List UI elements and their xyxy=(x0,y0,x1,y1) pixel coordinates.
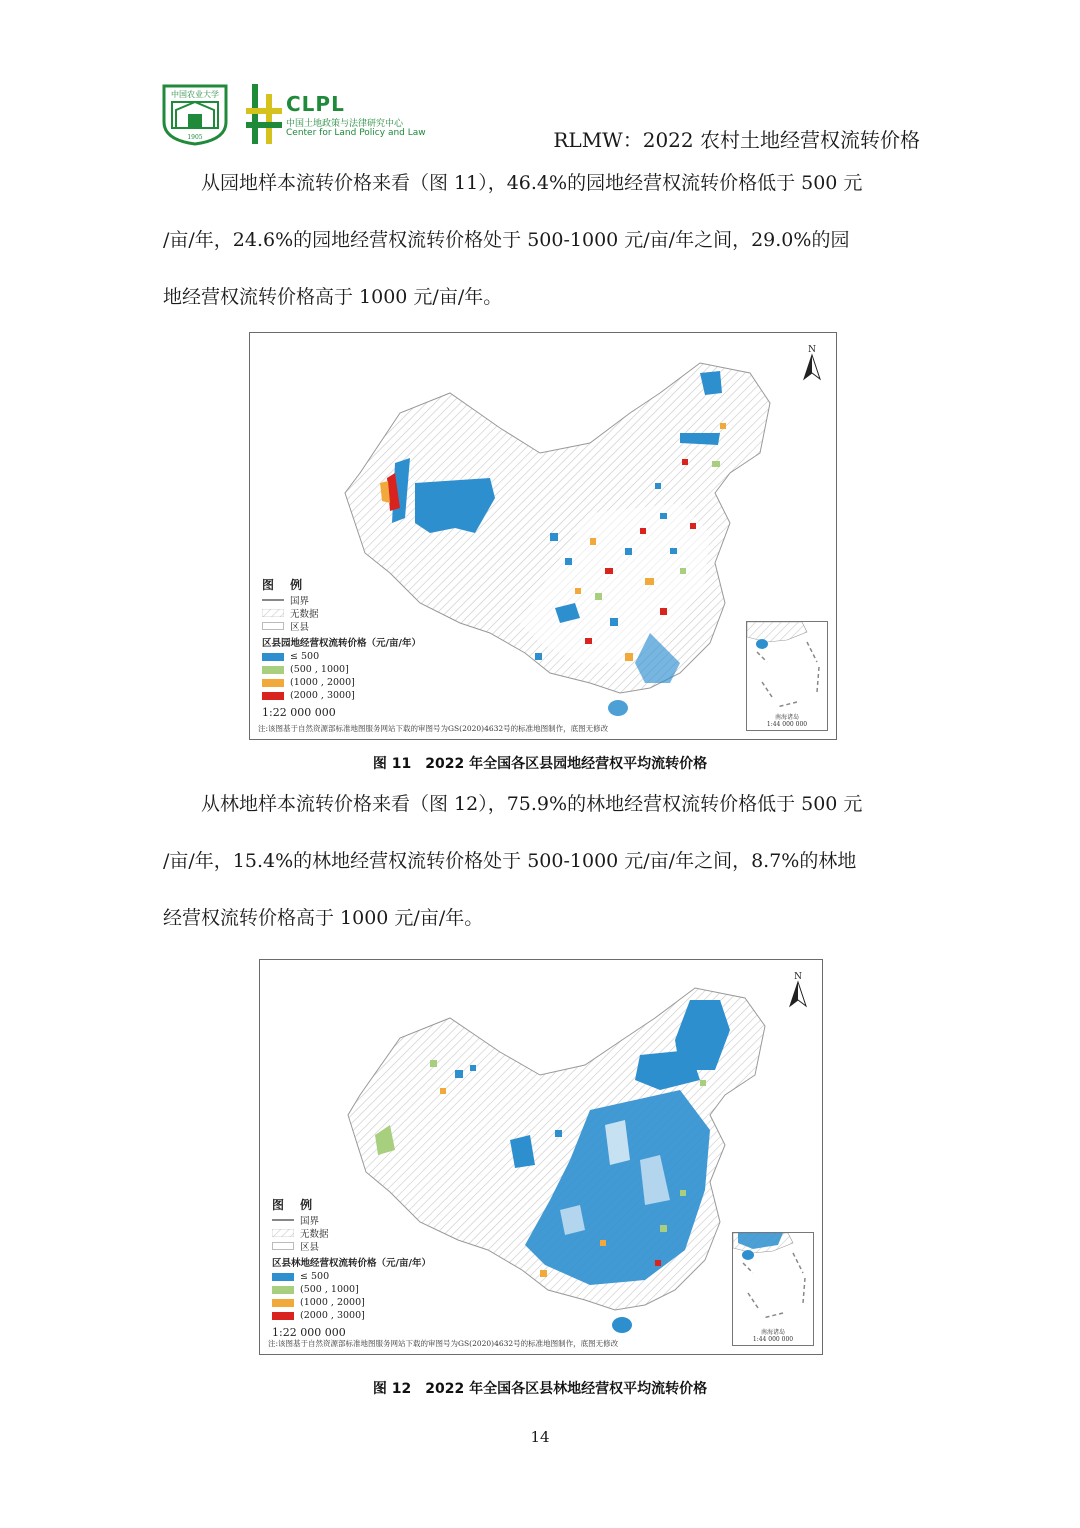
legend-no-data: 无数据 xyxy=(272,1226,431,1239)
map-legend xyxy=(262,576,421,719)
north-arrow-icon xyxy=(800,343,824,383)
clpl-mark-icon xyxy=(244,78,284,148)
legend-class-2: (500 , 1000] xyxy=(272,1283,431,1296)
paragraph-line: 经营权流转价格高于 1000 元/亩/年。 xyxy=(163,907,484,929)
cau-logo xyxy=(160,82,230,146)
legend-class-3: (1000 , 2000] xyxy=(262,676,421,689)
map-note: 注:该图基于自然资源部标准地图服务网站下载的审图号为GS(2020)4632号的标准地图制作，底图无修改 xyxy=(268,1339,619,1348)
inset-label: 南海诸岛 1:44 000 000 xyxy=(766,714,808,728)
page-number: 14 xyxy=(530,1428,550,1446)
clpl-logo xyxy=(244,78,444,148)
svg-text:N: N xyxy=(794,972,802,982)
svg-text:中国农业大学: 中国农业大学 xyxy=(171,90,219,99)
figure-12-map xyxy=(259,959,823,1355)
paragraph-line: /亩/年，24.6%的园地经营权流转价格处于 500-1000 元/亩/年之间，29.0%的园 xyxy=(163,229,850,251)
map-legend xyxy=(272,1196,431,1339)
legend-title: 图 例 xyxy=(272,1198,319,1212)
inset-map xyxy=(747,622,827,712)
figure-12-caption: 图 12 2022 年全国各区县林地经营权平均流转价格 xyxy=(372,1381,708,1397)
inset-label: 南海诸岛 1:44 000 000 xyxy=(752,1329,794,1343)
south-china-sea-inset xyxy=(746,621,828,731)
clpl-chinese-name: 中国土地政策与法律研究中心 xyxy=(286,119,404,129)
legend-title: 图 例 xyxy=(262,578,309,592)
legend-county: 区县 xyxy=(272,1239,431,1252)
paragraph-orchard xyxy=(163,155,919,326)
clpl-brand: CLPL xyxy=(286,92,345,116)
legend-boundary: 国界 xyxy=(272,1213,431,1226)
legend-class-4: (2000 , 3000] xyxy=(272,1309,431,1322)
svg-text:1905: 1905 xyxy=(187,134,203,141)
page-header xyxy=(160,78,920,158)
paragraph-line: 从林地样本流转价格来看（图 12），75.9%的林地经营权流转价格低于 500 元 xyxy=(201,793,863,815)
svg-text:N: N xyxy=(808,345,816,355)
map-note: 注:该图基于自然资源部标准地图服务网站下载的审图号为GS(2020)4632号的标准地图制作，底图无修改 xyxy=(258,724,609,733)
legend-county: 区县 xyxy=(262,619,421,632)
legend-class-3: (1000 , 2000] xyxy=(272,1296,431,1309)
legend-heading: 区县林地经营权流转价格（元/亩/年） xyxy=(272,1258,431,1269)
figure-11-caption: 图 11 2022 年全国各区县园地经营权平均流转价格 xyxy=(372,756,708,772)
paragraph-line: /亩/年，15.4%的林地经营权流转价格处于 500-1000 元/亩/年之间，8.7%的林地 xyxy=(163,850,857,872)
figure-11-map xyxy=(249,332,837,740)
legend-class-1: ≤ 500 xyxy=(262,650,421,663)
paragraph-line: 地经营权流转价格高于 1000 元/亩/年。 xyxy=(163,286,503,308)
inset-map xyxy=(733,1233,813,1325)
legend-heading: 区县园地经营权流转价格（元/亩/年） xyxy=(262,638,421,649)
legend-no-data: 无数据 xyxy=(262,606,421,619)
legend-class-2: (500 , 1000] xyxy=(262,663,421,676)
legend-class-1: ≤ 500 xyxy=(272,1270,431,1283)
map-scale: 1:22 000 000 xyxy=(262,706,336,719)
paragraph-line: 从园地样本流转价格来看（图 11），46.4%的园地经营权流转价格低于 500 元 xyxy=(201,172,863,194)
running-title: RLMW：2022 农村土地经营权流转价格 xyxy=(553,128,920,152)
legend-class-4: (2000 , 3000] xyxy=(262,689,421,702)
north-arrow-icon xyxy=(786,970,810,1010)
legend-boundary: 国界 xyxy=(262,593,421,606)
map-scale: 1:22 000 000 xyxy=(272,1326,346,1339)
clpl-english-name: Center for Land Policy and Law xyxy=(286,128,426,138)
south-china-sea-inset xyxy=(732,1232,814,1346)
paragraph-forest xyxy=(163,776,919,947)
